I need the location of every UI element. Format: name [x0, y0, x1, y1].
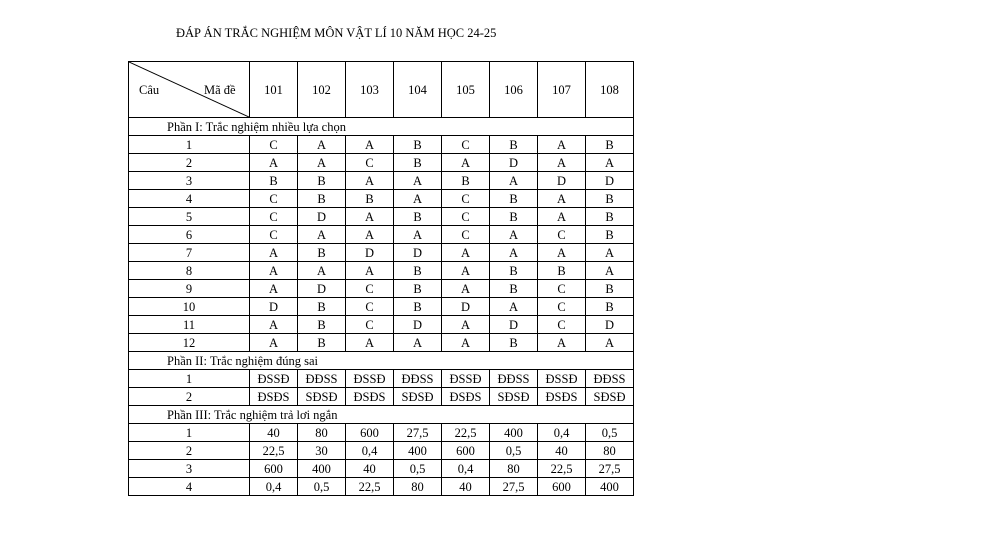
answer-cell: A: [298, 154, 346, 172]
answer-cell: B: [586, 208, 634, 226]
answer-cell: ĐSĐS: [250, 388, 298, 406]
answer-cell: 600: [538, 478, 586, 496]
answer-cell: A: [346, 226, 394, 244]
section-header-row: [129, 406, 634, 424]
answer-cell: A: [586, 334, 634, 352]
answer-cell: 400: [298, 460, 346, 478]
answer-cell: A: [586, 262, 634, 280]
answer-cell: 80: [394, 478, 442, 496]
answer-cell: 27,5: [394, 424, 442, 442]
section-header-row: [129, 352, 634, 370]
answer-cell: B: [586, 280, 634, 298]
question-number-cell: 3: [129, 172, 250, 190]
answer-cell: ĐSSĐ: [250, 370, 298, 388]
answer-cell: A: [490, 172, 538, 190]
answer-cell: A: [442, 316, 490, 334]
answer-row: [129, 316, 634, 334]
section-title: Phần I: Trắc nghiệm nhiều lựa chọn: [129, 118, 634, 136]
answer-cell: 30: [298, 442, 346, 460]
section-title: Phần II: Trắc nghiệm đúng sai: [129, 352, 634, 370]
exam-code-header: 108: [586, 62, 634, 118]
answer-cell: B: [586, 226, 634, 244]
answer-cell: C: [250, 136, 298, 154]
question-number-cell: 12: [129, 334, 250, 352]
answer-cell: C: [442, 226, 490, 244]
answer-cell: A: [250, 334, 298, 352]
answer-cell: B: [490, 136, 538, 154]
exam-code-header: 101: [250, 62, 298, 118]
answer-cell: 0,5: [490, 442, 538, 460]
answer-cell: B: [442, 172, 490, 190]
answer-cell: C: [346, 154, 394, 172]
question-number-cell: 6: [129, 226, 250, 244]
answer-cell: A: [442, 262, 490, 280]
answer-cell: C: [538, 280, 586, 298]
answer-row: [129, 298, 634, 316]
answer-row: [129, 208, 634, 226]
question-number-cell: 7: [129, 244, 250, 262]
section-title: Phần III: Trắc nghiệm trả lơi ngắn: [129, 406, 634, 424]
answer-cell: ĐSĐS: [442, 388, 490, 406]
answer-cell: 400: [490, 424, 538, 442]
answer-cell: D: [586, 172, 634, 190]
answer-cell: 0,4: [442, 460, 490, 478]
answer-cell: C: [250, 208, 298, 226]
answer-cell: D: [490, 316, 538, 334]
answer-cell: ĐSSĐ: [346, 370, 394, 388]
answer-cell: C: [442, 136, 490, 154]
answer-cell: A: [346, 334, 394, 352]
answer-cell: C: [442, 190, 490, 208]
answer-row: [129, 172, 634, 190]
answer-cell: A: [250, 154, 298, 172]
answer-row: [129, 442, 634, 460]
answer-cell: B: [490, 334, 538, 352]
question-number-cell: 2: [129, 388, 250, 406]
question-number-cell: 5: [129, 208, 250, 226]
exam-code-header: 107: [538, 62, 586, 118]
answer-cell: 80: [586, 442, 634, 460]
answer-cell: B: [346, 190, 394, 208]
answer-cell: B: [490, 280, 538, 298]
answer-cell: 400: [586, 478, 634, 496]
answer-cell: B: [298, 244, 346, 262]
answer-cell: ĐĐSS: [298, 370, 346, 388]
answer-cell: B: [394, 136, 442, 154]
answer-cell: C: [538, 298, 586, 316]
answer-cell: A: [538, 136, 586, 154]
answer-row: [129, 460, 634, 478]
answer-row: [129, 334, 634, 352]
answer-cell: C: [538, 226, 586, 244]
answer-cell: A: [346, 262, 394, 280]
answer-row: [129, 244, 634, 262]
answer-cell: B: [538, 262, 586, 280]
answer-cell: B: [298, 334, 346, 352]
answer-cell: 600: [442, 442, 490, 460]
answer-cell: A: [490, 226, 538, 244]
exam-code-header: 106: [490, 62, 538, 118]
question-number-cell: 4: [129, 190, 250, 208]
answer-cell: A: [298, 136, 346, 154]
question-number-cell: 1: [129, 136, 250, 154]
answer-cell: A: [346, 136, 394, 154]
answer-cell: B: [490, 262, 538, 280]
answer-cell: 80: [490, 460, 538, 478]
answer-cell: B: [298, 190, 346, 208]
answer-cell: 600: [346, 424, 394, 442]
answer-cell: A: [250, 244, 298, 262]
answer-cell: 22,5: [250, 442, 298, 460]
answer-cell: A: [298, 262, 346, 280]
answer-cell: B: [586, 190, 634, 208]
answer-cell: B: [298, 298, 346, 316]
answer-cell: ĐSĐS: [346, 388, 394, 406]
answer-cell: A: [394, 226, 442, 244]
answer-key-table: [128, 61, 634, 496]
answer-cell: D: [442, 298, 490, 316]
answer-cell: 40: [250, 424, 298, 442]
answer-row: [129, 424, 634, 442]
answer-cell: 0,4: [346, 442, 394, 460]
answer-cell: 22,5: [538, 460, 586, 478]
header-corner-cell: [129, 62, 250, 118]
answer-cell: A: [442, 280, 490, 298]
answer-cell: A: [538, 208, 586, 226]
answer-cell: A: [538, 190, 586, 208]
answer-row: [129, 388, 634, 406]
answer-cell: A: [394, 334, 442, 352]
answer-cell: C: [442, 208, 490, 226]
question-number-cell: 1: [129, 370, 250, 388]
answer-cell: D: [538, 172, 586, 190]
question-number-cell: 2: [129, 154, 250, 172]
answer-cell: A: [298, 226, 346, 244]
answer-cell: B: [298, 172, 346, 190]
answer-cell: 22,5: [346, 478, 394, 496]
answer-cell: ĐĐSS: [490, 370, 538, 388]
answer-cell: A: [538, 334, 586, 352]
answer-cell: B: [394, 280, 442, 298]
answer-cell: A: [250, 262, 298, 280]
answer-cell: SĐSĐ: [586, 388, 634, 406]
answer-cell: A: [394, 190, 442, 208]
answer-cell: D: [346, 244, 394, 262]
answer-cell: B: [586, 136, 634, 154]
answer-cell: 400: [394, 442, 442, 460]
answer-cell: A: [250, 316, 298, 334]
answer-cell: D: [394, 244, 442, 262]
exam-code-header: 104: [394, 62, 442, 118]
answer-cell: SĐSĐ: [394, 388, 442, 406]
answer-cell: A: [586, 154, 634, 172]
question-number-cell: 3: [129, 460, 250, 478]
answer-cell: A: [490, 298, 538, 316]
answer-cell: 27,5: [586, 460, 634, 478]
answer-row: [129, 136, 634, 154]
answer-cell: ĐSĐS: [538, 388, 586, 406]
answer-cell: 0,5: [298, 478, 346, 496]
question-number-cell: 8: [129, 262, 250, 280]
answer-cell: C: [346, 316, 394, 334]
answer-cell: C: [250, 226, 298, 244]
answer-cell: B: [394, 262, 442, 280]
answer-cell: A: [490, 244, 538, 262]
answer-row: [129, 262, 634, 280]
answer-cell: ĐĐSS: [394, 370, 442, 388]
section-header-row: [129, 118, 634, 136]
answer-cell: ĐĐSS: [586, 370, 634, 388]
answer-cell: A: [538, 244, 586, 262]
answer-cell: SĐSĐ: [298, 388, 346, 406]
question-number-cell: 2: [129, 442, 250, 460]
answer-row: [129, 154, 634, 172]
answer-cell: C: [250, 190, 298, 208]
exam-code-header: 105: [442, 62, 490, 118]
answer-row: [129, 370, 634, 388]
answer-cell: A: [586, 244, 634, 262]
question-number-cell: 4: [129, 478, 250, 496]
question-number-cell: 11: [129, 316, 250, 334]
answer-cell: SĐSĐ: [490, 388, 538, 406]
answer-cell: C: [346, 280, 394, 298]
answer-cell: A: [250, 280, 298, 298]
question-number-cell: 9: [129, 280, 250, 298]
answer-cell: ĐSSĐ: [538, 370, 586, 388]
answer-cell: 0,5: [586, 424, 634, 442]
answer-cell: B: [394, 208, 442, 226]
answer-cell: 80: [298, 424, 346, 442]
answer-row: [129, 478, 634, 496]
answer-cell: C: [346, 298, 394, 316]
answer-cell: D: [298, 280, 346, 298]
answer-cell: A: [442, 154, 490, 172]
answer-cell: 27,5: [490, 478, 538, 496]
answer-cell: 0,5: [394, 460, 442, 478]
exam-code-label: Mã đề: [204, 83, 236, 97]
answer-row: [129, 226, 634, 244]
answer-cell: D: [250, 298, 298, 316]
answer-cell: 600: [250, 460, 298, 478]
answer-cell: A: [442, 244, 490, 262]
answer-cell: A: [538, 154, 586, 172]
answer-cell: B: [394, 154, 442, 172]
answer-cell: ĐSSĐ: [442, 370, 490, 388]
answer-cell: A: [394, 172, 442, 190]
document-title: ĐÁP ÁN TRẮC NGHIỆM MÔN VẬT LÍ 10 NĂM HỌC 24-25: [176, 26, 497, 40]
answer-cell: D: [586, 316, 634, 334]
answer-cell: A: [442, 334, 490, 352]
answer-cell: B: [586, 298, 634, 316]
answer-cell: 40: [346, 460, 394, 478]
answer-cell: B: [250, 172, 298, 190]
answer-cell: D: [298, 208, 346, 226]
answer-cell: 22,5: [442, 424, 490, 442]
question-number-cell: 10: [129, 298, 250, 316]
question-number-cell: 1: [129, 424, 250, 442]
answer-cell: 0,4: [250, 478, 298, 496]
exam-code-header: 103: [346, 62, 394, 118]
answer-cell: B: [490, 190, 538, 208]
answer-row: [129, 190, 634, 208]
answer-cell: D: [394, 316, 442, 334]
answer-cell: 40: [442, 478, 490, 496]
answer-cell: C: [538, 316, 586, 334]
exam-code-header: 102: [298, 62, 346, 118]
answer-cell: D: [490, 154, 538, 172]
question-column-label: Câu: [139, 83, 160, 97]
header-row: [129, 62, 634, 118]
answer-cell: B: [394, 298, 442, 316]
answer-cell: B: [298, 316, 346, 334]
answer-row: [129, 280, 634, 298]
answer-cell: A: [346, 172, 394, 190]
answer-cell: A: [346, 208, 394, 226]
answer-cell: 0,4: [538, 424, 586, 442]
answer-cell: 40: [538, 442, 586, 460]
answer-cell: B: [490, 208, 538, 226]
